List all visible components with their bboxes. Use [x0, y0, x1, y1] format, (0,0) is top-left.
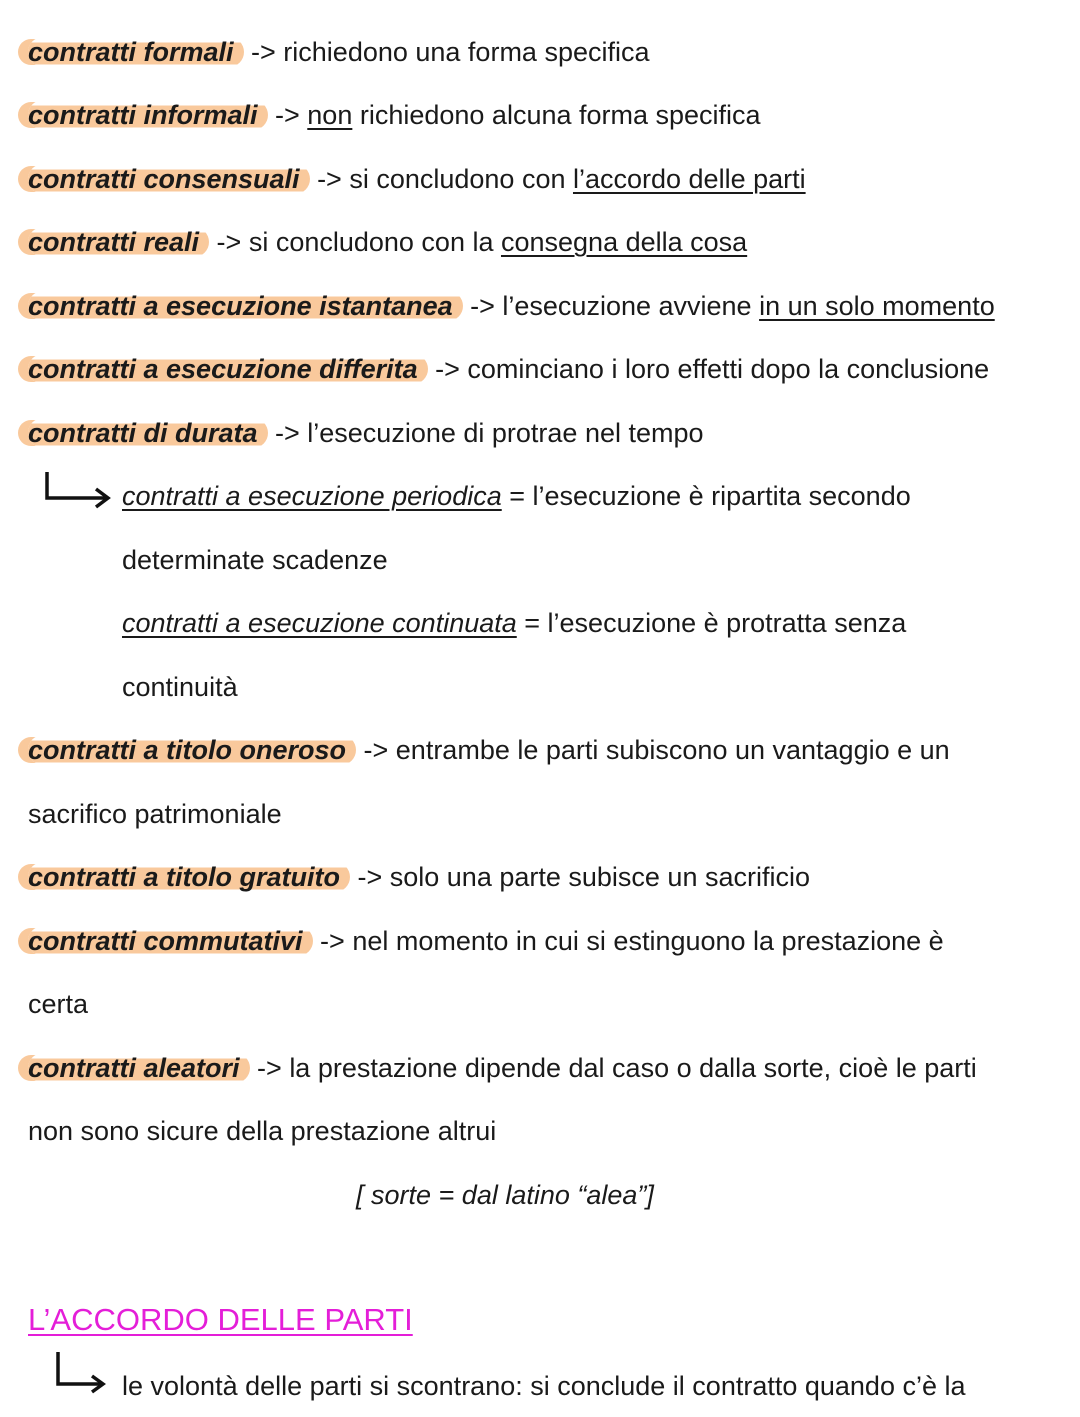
term-label: contratti formali: [28, 37, 244, 67]
list-item-cont: certa: [28, 989, 89, 1019]
sub-item-continuata: contratti a esecuzione continuata = l’esecuzione è protratta senza: [122, 608, 907, 638]
paragraph: le volontà delle parti si scontrano: si conclude il contratto quando c’è la: [122, 1371, 966, 1401]
term-label: contratti commutativi: [28, 926, 313, 956]
list-item: contratti formali -> richiedono una forma specifica: [28, 37, 650, 67]
list-item: contratti commutativi -> nel momento in cui si estinguono la prestazione è: [28, 926, 944, 956]
list-item: contratti consensuali -> si concludono con l’accordo delle parti: [28, 164, 806, 194]
sub-item-continuata-cont: continuità: [122, 672, 238, 702]
term-label: contratti aleatori: [28, 1053, 250, 1083]
list-item: contratti a titolo gratuito -> solo una parte subisce un sacrificio: [28, 862, 810, 892]
section-heading: L’ACCORDO DELLE PARTI: [28, 1302, 413, 1337]
term-label: contratti a titolo gratuito: [28, 862, 350, 892]
list-item: contratti di durata -> l’esecuzione di protrae nel tempo: [28, 418, 704, 448]
term-label: contratti a esecuzione differita: [28, 354, 428, 384]
term-label: contratti a esecuzione istantanea: [28, 291, 463, 321]
term-label: contratti informali: [28, 100, 268, 130]
arrow-right-icon: [44, 470, 114, 510]
term-label: contratti reali: [28, 227, 209, 257]
list-item: contratti reali -> si concludono con la consegna della cosa: [28, 227, 748, 257]
note: [ sorte = dal latino “alea”]: [356, 1180, 654, 1210]
term-label: contratti consensuali: [28, 164, 310, 194]
list-item-cont: non sono sicure della prestazione altrui: [28, 1116, 497, 1146]
arrow-right-icon: [55, 1350, 115, 1395]
sub-item-periodica-cont: determinate scadenze: [122, 545, 388, 575]
term-label: contratti a titolo oneroso: [28, 735, 356, 765]
sub-item-periodica: contratti a esecuzione periodica = l’esecuzione è ripartita secondo: [122, 481, 911, 511]
list-item: contratti a titolo oneroso -> entrambe le parti subiscono un vantaggio e un: [28, 735, 950, 765]
term-label: contratti di durata: [28, 418, 268, 448]
list-item: contratti a esecuzione istantanea -> l’esecuzione avviene in un solo momento: [28, 291, 995, 321]
list-item: contratti aleatori -> la prestazione dipende dal caso o dalla sorte, cioè le parti: [28, 1053, 977, 1083]
list-item: contratti informali -> non richiedono alcuna forma specifica: [28, 100, 761, 130]
list-item: contratti a esecuzione differita -> cominciano i loro effetti dopo la conclusione: [28, 354, 990, 384]
list-item-cont: sacrifico patrimoniale: [28, 799, 282, 829]
